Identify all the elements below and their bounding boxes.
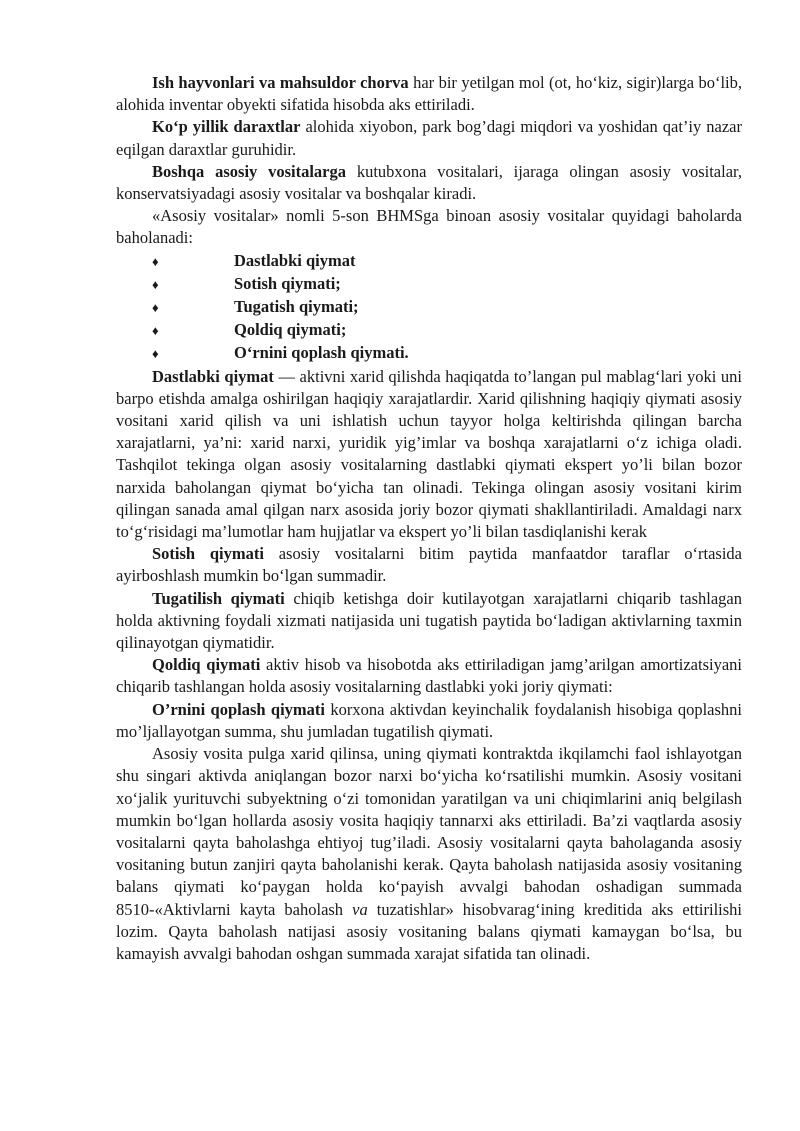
term-sotish-qiymati: Sotish qiymati (152, 544, 264, 564)
definition-text: aktiv hisob va hisobotda aks ettiriladigan jamg’arilgan amortizatsiyani chiqarib tashlangan holda asosiy vositalarning dastlabki yoki joriy qiymati: (116, 655, 742, 697)
list-item-label: Tugatish qiymati; (234, 297, 359, 317)
definition-text: chiqib ketishga doir kutilayotgan xarajatlarni chiqarib tashlagan holda aktivning foydali xizmati natijasida uni tugatish paytida bo‘ladigan aktivlarning taxmin qilinayotgan qiymatidir. (116, 588, 742, 653)
paragraph-qayta-baholash (116, 743, 742, 965)
diamond-bullet-icon: ♦ (152, 323, 159, 339)
term-boshqa-asosiy-vositalar: Boshqa asosiy vositalarga (152, 161, 346, 181)
list-item (116, 273, 742, 296)
definition-qoldiq-qiymati (116, 654, 742, 698)
definition-sotish-qiymati (116, 543, 742, 587)
term-tugatilish-qiymati: Tugatilish qiymati (152, 588, 285, 608)
diamond-bullet-icon: ♦ (152, 346, 159, 362)
term-ornini-qoplash-qiymati: O’rnini qoplash qiymati (152, 699, 325, 719)
italic-word: va (352, 899, 368, 919)
valuation-types-list (116, 250, 742, 366)
paragraph-text: kutubxona vositalari, ijaraga olingan asosiy vositalar, konservatsiyadagi asosiy vositalar va boshqalar kiradi. (116, 161, 742, 204)
diamond-bullet-icon: ♦ (152, 253, 159, 269)
paragraph-text: Asosiy vosita pulga xarid qilinsa, uning qiymati kontraktda ikqilamchi faol ishlayotgan shu singari aktivda aniqlangan bozor narxi bo‘yicha ko‘rsatilishi mumkin. Asosiy vositani xo‘jalik yurituvchi subyektning o‘zi tomonidan yaratilgan va uni chiqimlarini aniq belgilash mumkin bo‘lgan hollarda asosiy vosita haqiqiy tannarxi aks ettiriladi. Ba’zi vaqtlarda asosiy vositalarni qayta baholashga ehtiyoj tug’iladi. Asosiy vositalarni qayta baholaganda asosiy vositaning butun zanjiri qayta baholanishi kerak. Qayta baholash natijasida asosiy vositaning balans qiymati ko‘paygan holda ko‘payish avvalgi bahodan oshadigan summada 8510-«Aktivlarni kayta baholash (116, 744, 742, 919)
term-kop-yillik-daraxtlar: Ko‘p yillik daraxtlar (152, 117, 301, 137)
paragraph-boshqa-asosiy-vositalar (116, 161, 742, 205)
definition-ornini-qoplash-qiymati (116, 699, 742, 743)
document-page (116, 72, 742, 965)
list-item-label: Dastlabki qiymat (234, 250, 356, 270)
list-item-label: Qoldiq qiymati; (234, 320, 347, 340)
list-item (116, 319, 742, 342)
paragraph-ish-hayvonlari (116, 72, 742, 116)
definition-tugatilish-qiymati (116, 588, 742, 655)
diamond-bullet-icon: ♦ (152, 276, 159, 292)
list-item (116, 296, 742, 319)
term-ish-hayvonlari: Ish hayvonlari va mahsuldor chorva (152, 73, 409, 92)
paragraph-text: alohida xiyobon, park bog’dagi miqdori va yoshidan qat’iy nazar eqilgan daraxtlar guruhidir. (116, 117, 742, 159)
list-item-label: Sotish qiymati; (234, 273, 341, 293)
paragraph-text: har bir yetilgan mol (ot, ho‘kiz, sigir)larga bo‘lib, alohida inventar obyekti sifatida hisobda aks ettiriladi. (116, 73, 742, 115)
term-qoldiq-qiymati: Qoldiq qiymati (152, 655, 261, 675)
paragraph-kop-yillik-daraxtlar (116, 116, 742, 160)
definition-text: — aktivni xarid qilishda haqiqatda to’langan pul mablag‘lari yoki uni barpo etishda amalga oshirilgan haqiqiy xarajatlardir. Xarid qilishning haqiqiy qiymati asosiy vositani xarid qilish va uni ishlatish uchun tayyor holga keltirishda qilingan barcha xarajatlarni, ya’ni: xarid narxi, yuridik yig’imlar va boshqa xarajatlarni o‘z ichiga oladi. Tashqilot tekinga olgan asosiy vositalarning dastlabki qiymati ekspert yo’li bilan bozor narxida baholangan qiymat bo‘yicha tan olinadi. Tekinga olingan asosiy vositani kirim qilingan sanada amal qilgan narx asosida joriy bozor qiymati shakllantiriladi. Amaldagi narx to‘g‘risidagi ma’lumotlar ham hujjatlar va ekspert yo’li bilan tasdiqlanishi kerak (116, 366, 742, 542)
definition-text: korxona aktivdan keyinchalik foydalanish hisobiga qoplashni mo’ljallayotgan summa, shu jumladan tugatilish qiymati. (116, 699, 742, 741)
list-item (116, 342, 742, 365)
paragraph-text: «Asosiy vositalar» nomli 5-son BHMSga binoan asosiy vositalar quyidagi baholarda baholanadi: (116, 206, 742, 248)
list-item (116, 250, 742, 273)
definition-text: asosiy vositalarni bitim paytida manfaatdor taraflar o‘rtasida ayirboshlash mumkin bo‘lgan summadir. (116, 544, 743, 586)
term-dastlabki-qiymat: Dastlabki qiymat (152, 366, 274, 386)
paragraph-bhms-intro (116, 205, 742, 249)
definition-dastlabki-qiymat (116, 366, 742, 544)
diamond-bullet-icon: ♦ (152, 300, 159, 316)
list-item-label: O‘rnini qoplash qiymati. (234, 343, 409, 363)
paragraph-text: tuzatishlar» hisobvarag‘ining kreditida aks ettirilishi lozim. Qayta baholash natijasi asosiy vositaning balans qiymati kamaygan bo‘lsa, bu kamayish avvalgi bahodan oshgan summada xarajat sifatida tan olinadi. (116, 899, 742, 963)
